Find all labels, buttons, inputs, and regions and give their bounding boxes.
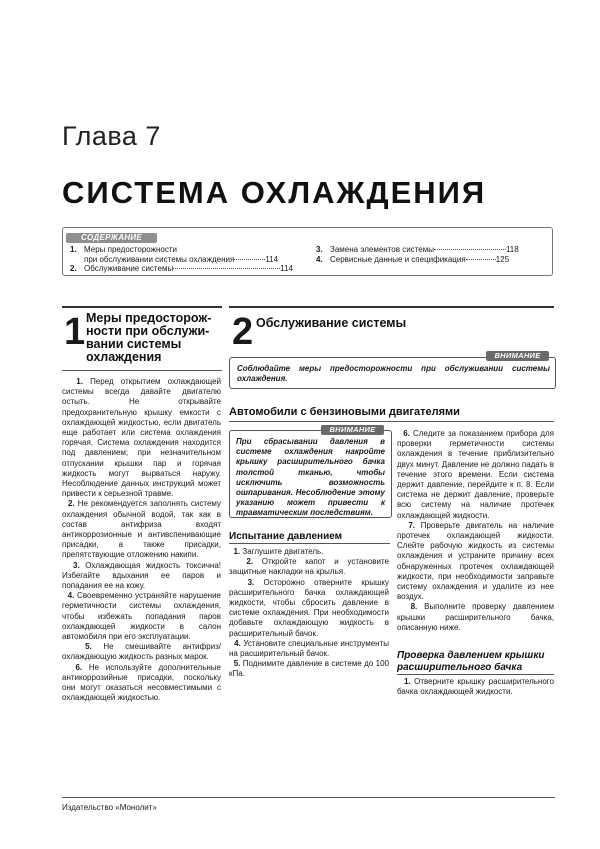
- toc-item-page: 114: [280, 264, 293, 273]
- footer-rule: [62, 797, 555, 798]
- toc-item-3[interactable]: [316, 245, 519, 255]
- para-num: 4.: [67, 591, 75, 601]
- step-num: 7.: [408, 520, 416, 530]
- warning-text-2: При сбрасывании давления в системе охлаждения накройте крышку расширительного бачка толстой тканью, чтобы исключить возможность ошпаривания. Несоблюдение этому указанию может привести к травматическим последствиям.: [236, 437, 385, 518]
- para-num: 1.: [76, 377, 83, 386]
- section2-title: Обслуживание системы: [256, 316, 407, 330]
- section1-rule-bottom: [62, 370, 222, 371]
- section1-title-line: вании системы: [86, 337, 182, 351]
- paragraph: [62, 499, 221, 560]
- toc-item-4[interactable]: [316, 255, 509, 265]
- paragraph: [62, 591, 221, 642]
- subheading-rule: [397, 674, 554, 675]
- toc-item-text: Сервисные данные и спецификация: [330, 255, 466, 264]
- warning-label-2: ВНИМАНИЕ: [321, 425, 384, 435]
- step: [397, 521, 554, 603]
- toc-item-text: Обслуживание системы: [84, 264, 174, 273]
- step-text: Проверьте двигатель на наличие протечек охлаждающей жидкости. Слейте рабочую жидкость из системы охлаждения и устраните причину всех обнаруженных протечек охлаждающей жидкости, при необходимости заправьте систему охлаждения и удалите из нее воздух.: [397, 520, 554, 602]
- toc-item-num: 4.: [316, 255, 323, 264]
- para-num: 2.: [68, 499, 75, 509]
- toc-leader: [466, 259, 496, 260]
- subheading-pressure-test: Испытание давлением: [229, 531, 343, 542]
- toc-item-num: 1.: [70, 245, 77, 254]
- step: [229, 639, 389, 659]
- section1-body: [62, 377, 221, 704]
- section1-title-line: охлаждения: [86, 350, 162, 364]
- step-num: 8.: [410, 602, 418, 612]
- section1-title-line: ности при обслужи-: [86, 324, 210, 338]
- step-num: 2.: [246, 557, 254, 567]
- para-num: 5.: [85, 642, 92, 652]
- step-text: Выполните проверку давлением крышки расширительного бачка, описанную ниже.: [397, 602, 554, 632]
- toc-leader: [234, 259, 265, 260]
- para-num: 3.: [73, 560, 80, 570]
- step-num: 1.: [403, 677, 411, 686]
- toc-item-page: 118: [505, 245, 519, 254]
- chapter-title: СИСТЕМА ОХЛАЖДЕНИЯ: [62, 175, 487, 210]
- para-text: Своевременно устраняйте нарушение герметичности системы охлаждения, чтобы избежать попадания паров охлаждающей жидкости в салон автомобиля при его эксплуатации.: [62, 591, 221, 642]
- toc-item-text: Меры предосторожности: [84, 245, 177, 254]
- publisher-footer: Издательство «Монолит»: [62, 803, 157, 812]
- toc-item-num: 3.: [316, 245, 323, 254]
- step: [229, 547, 389, 557]
- step: [397, 677, 554, 697]
- para-text: Не рекомендуется заполнять систему охлаждения обычной водой, так как в состав антифриза входят антикоррозионные и антивспенивающие присадки, а также присадки, препятствующие отложению накипи.: [62, 499, 222, 560]
- toc-item-text: Замена элементов системы: [330, 245, 434, 254]
- step-text: Осторожно отверните крышку расширительного бачка охлаждающей жидкости, чтобы сбросить давление в системе охлаждения. При необходимости добавьте охлаждающую жидкость в расширительный бачок.: [229, 577, 389, 638]
- toc-item-page: 114: [265, 255, 279, 264]
- toc-leader: [173, 268, 280, 269]
- para-num: 6.: [75, 662, 83, 672]
- para-text: Охлаждающая жидкость токсична! Избегайте вдыхания ее паров и попадания ее на кожу.: [62, 560, 221, 591]
- chapter-label: Глава 7: [62, 121, 161, 151]
- subheading-rule: [229, 543, 390, 544]
- subheading-petrol: Автомобили с бензиновыми двигателями: [229, 406, 460, 418]
- paragraph: [62, 561, 221, 592]
- para-text: Не используйте дополнительные антикоррозийные присадки, поскольку они могут оказаться несовместимыми с охлаждающей жидкостью.: [62, 662, 221, 703]
- step: [397, 429, 554, 521]
- warning-label-1: ВНИМАНИЕ: [486, 351, 549, 361]
- toc-item-1[interactable]: [70, 245, 177, 255]
- paragraph: [62, 663, 221, 704]
- section2-number: 2: [232, 311, 254, 353]
- section1-rule: [62, 306, 222, 308]
- warning-text-1: Соблюдайте меры предосторожности при обслуживании системы охлаждения.: [237, 364, 550, 384]
- para-text: Перед открытием охлаждающей системы всегда давайте двигателю остыть. Не открывайте предохранительную крышку емкости с охлаждающей жидкостью, если двигатель еще работает или система охлаждения горячая. Система охлаждения находится под давлением; при незначительном отпускании крышки пар и горячая жидкость могут вырваться наружу. Несоблюдение данных инструкций может привести к серьезной травме.: [62, 377, 221, 499]
- step-num: 5.: [233, 659, 241, 669]
- cap-test-steps: [397, 677, 554, 697]
- toc-header: [66, 233, 157, 243]
- step: [397, 602, 554, 633]
- step-num: 4.: [234, 638, 241, 648]
- step-text: Заглушите двигатель.: [242, 547, 324, 556]
- paragraph: [62, 377, 221, 499]
- toc-leader: [434, 249, 506, 250]
- step-num: 6.: [403, 429, 410, 438]
- section1-title: [86, 312, 226, 364]
- toc-item-text: при обслуживании системы охлаждения: [84, 255, 235, 264]
- subheading-cap-test: Проверка давлением крышки расширительного бачка: [397, 650, 545, 673]
- subheading-rule: [229, 421, 554, 422]
- step-text: Поднимите давление в системе до 100 кПа.: [229, 659, 389, 679]
- step: [229, 659, 389, 679]
- step-text: Откройте капот и установите защитные накладки на крылья.: [229, 557, 389, 577]
- step-text: Установите специальные инструменты на расширительный бачок.: [229, 638, 389, 659]
- step-text: Следите за показанием прибора для проверки герметичности системы охлаждения в течение приблизительно двух минут. Давление не должно падать в течение этого времени. Если система держит давление, перейдите к п. 8. Если система не держит давление, проверьте всю систему на наличие протечек охлаждающей жидкости.: [397, 429, 554, 520]
- toc-item-page: 125: [495, 255, 510, 264]
- pressure-test-steps: [229, 547, 389, 680]
- paragraph: [62, 642, 221, 662]
- section2-rule: [229, 306, 554, 308]
- section1-title-line: Меры предосторож-: [86, 311, 212, 325]
- section1-number: 1: [64, 311, 86, 353]
- toc-header-label: СОДЕРЖАНИЕ: [80, 233, 143, 242]
- step-text: Отверните крышку расширительного бачка охлаждающей жидкости.: [397, 677, 554, 697]
- para-text: Не смешивайте антифриз/охлаждающую жидкость разных марок.: [62, 642, 221, 662]
- step: [229, 557, 389, 577]
- toc-item-2[interactable]: [70, 264, 293, 274]
- toc-item-num: 2.: [70, 264, 77, 273]
- step: [229, 578, 389, 639]
- step-num: 3.: [247, 577, 255, 587]
- step-num: 1.: [233, 547, 241, 556]
- pressure-test-steps-continued: [397, 429, 554, 633]
